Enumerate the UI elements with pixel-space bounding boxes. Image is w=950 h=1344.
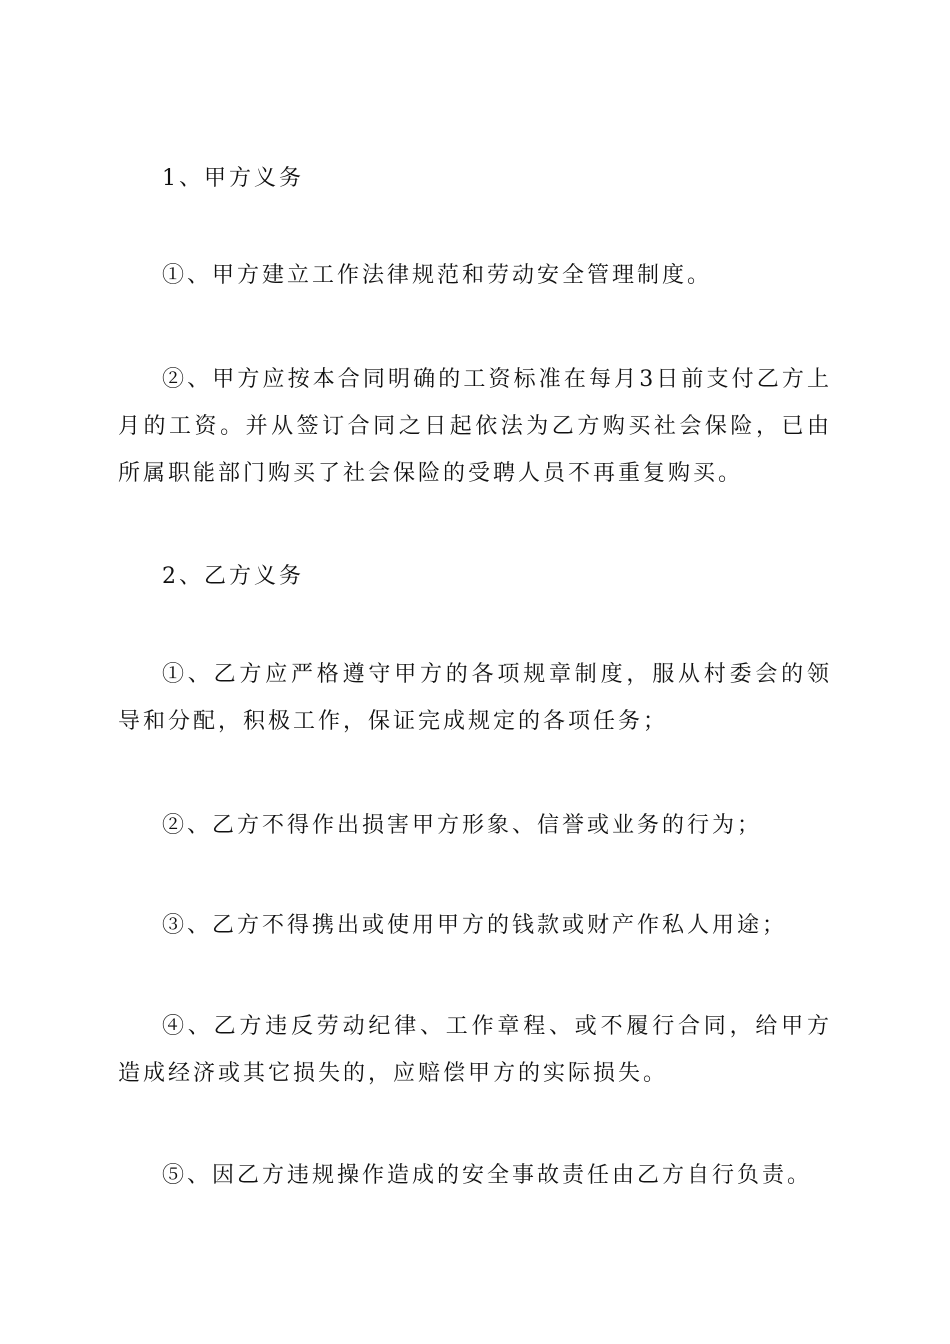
section-heading-party-b: 2、乙方义务	[162, 564, 304, 589]
section-heading-party-a: 1、甲方义务	[162, 166, 304, 191]
party-b-item-3: ③、乙方不得携出或使用甲方的钱款或财产作私人用途；	[162, 913, 788, 938]
party-b-item-2: ②、乙方不得作出损害甲方形象、信誉或业务的行为；	[162, 813, 763, 838]
party-a-item-1: ①、甲方建立工作法律规范和劳动安全管理制度。	[162, 263, 713, 288]
party-b-item-5: ⑤、因乙方违规操作造成的安全事故责任由乙方自行负责。	[162, 1163, 813, 1188]
party-b-item-1: ①、乙方应严格遵守甲方的各项规章制度，服从村委会的领导和分配，积极工作，保证完成规定的各项任务；	[118, 662, 832, 734]
party-b-item-4: ④、乙方违反劳动纪律、工作章程、或不履行合同，给甲方造成经济或其它损失的，应赔偿甲方的实际损失。	[118, 1014, 832, 1086]
party-a-item-2: ②、甲方应按本合同明确的工资标准在每月3日前支付乙方上月的工资。并从签订合同之日起依法为乙方购买社会保险，已由所属职能部门购买了社会保险的受聘人员不再重复购买。	[118, 367, 832, 486]
